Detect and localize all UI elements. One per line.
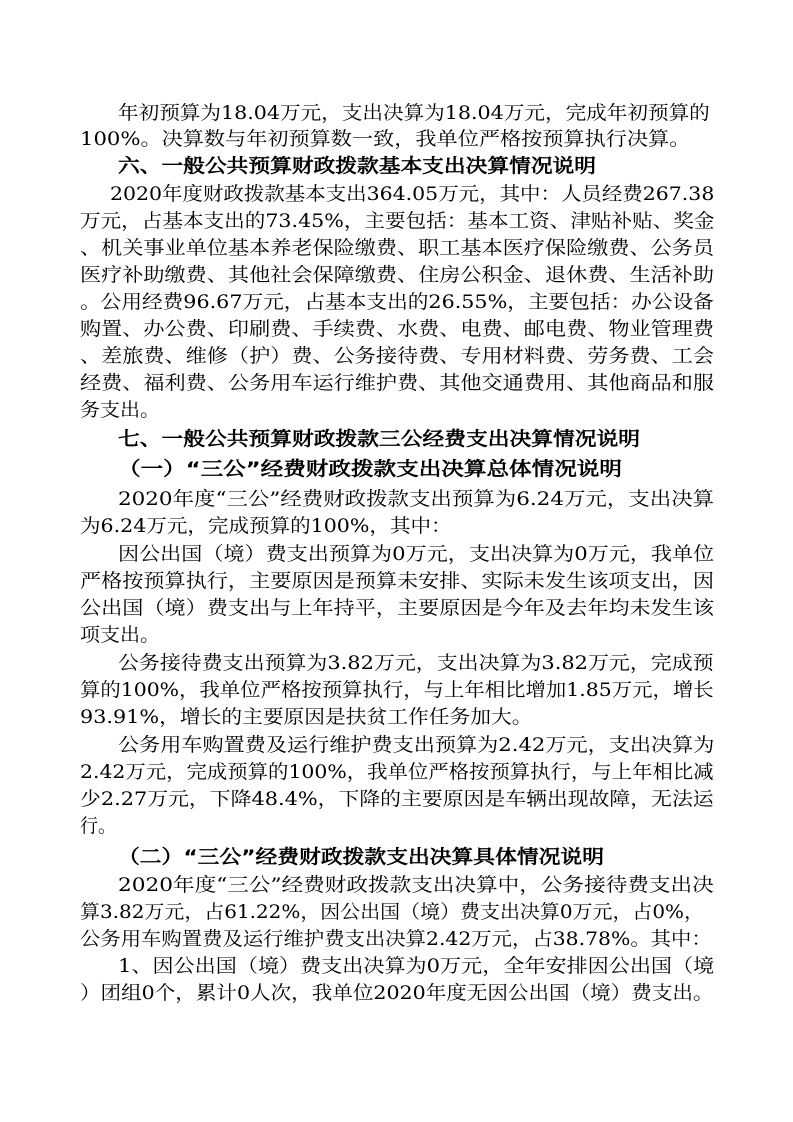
body-text-line: 年初预算为18.04万元，支出决算为18.04万元，完成年初预算的 <box>118 102 710 124</box>
body-text-line: 经费、福利费、公务用车运行维护费、其他交通费用、其他商品和服 <box>80 372 715 394</box>
body-text-line: 2020年度财政拨款基本支出364.05万元，其中：人员经费267.38 <box>110 183 715 205</box>
subsection-heading-1: （一）“三公”经费财政拨款支出决算总体情况说明 <box>118 458 622 480</box>
body-text-line: 为6.24万元，完成预算的100%，其中： <box>80 515 452 537</box>
body-text-line: 严格按预算执行，主要原因是预算未安排、实际未发生该项支出，因 <box>80 570 715 592</box>
body-text-line: 公务用车购置费及运行维护费支出预算为2.42万元，支出决算为 <box>118 734 715 756</box>
body-text-line: 100%。决算数与年初预算数一致，我单位严格按预算执行决算。 <box>80 128 691 150</box>
body-text-line: 2.42万元，完成预算的100%，我单位严格按预算执行，与上年相比减 <box>80 761 714 783</box>
body-text-line: 、差旅费、维修（护）费、公务接待费、专用材料费、劳务费、工会 <box>80 345 715 367</box>
section-heading-7: 七、一般公共预算财政拨款三公经费支出决算情况说明 <box>118 428 641 450</box>
body-text-line: ）团组0个，累计0人次，我单位2020年度无因公出国（境）费支出。 <box>80 982 714 1004</box>
body-text-line: 万元，占基本支出的73.45%，主要包括：基本工资、津贴补贴、奖金 <box>80 210 715 232</box>
section-heading-6: 六、一般公共预算财政拨款基本支出决算情况说明 <box>118 155 597 177</box>
body-text-line: 公务接待费支出预算为3.82万元，支出决算为3.82万元，完成预 <box>118 652 714 674</box>
body-text-line: 算3.82万元，占61.22%，因公出国（境）费支出决算0万元，占0%， <box>80 901 704 923</box>
body-text-line: 2020年度“三公”经费财政拨款支出决算中，公务接待费支出决 <box>118 874 714 896</box>
body-text-line: 少2.27万元，下降48.4%，下降的主要原因是车辆出现故障，无法运 <box>80 788 714 810</box>
subsection-heading-2: （二）“三公”经费财政拨款支出决算具体情况说明 <box>118 846 604 868</box>
body-text-line: 。公用经费96.67万元，占基本支出的26.55%，主要包括：办公设备 <box>80 291 714 313</box>
body-text-line: 公务用车购置费及运行维护费支出决算2.42万元，占38.78%。其中： <box>80 928 712 950</box>
body-text-line: 93.91%，增长的主要原因是扶贫工作任务加大。 <box>80 706 533 728</box>
body-text-line: 行。 <box>80 815 117 837</box>
body-text-line: 公出国（境）费支出与上年持平，主要原因是今年及去年均未发生该 <box>80 597 715 619</box>
body-text-line: 医疗补助缴费、其他社会保障缴费、住房公积金、退休费、生活补助 <box>80 264 715 286</box>
body-text-line: 1、因公出国（境）费支出决算为0万元，全年安排因公出国（境 <box>118 955 715 977</box>
body-text-line: 算的100%，我单位严格按预算执行，与上年相比增加1.85万元，增长 <box>80 679 714 701</box>
body-text-line: 、机关事业单位基本养老保险缴费、职工基本医疗保险缴费、公务员 <box>80 237 715 259</box>
body-text-line: 项支出。 <box>80 624 161 646</box>
body-text-line: 因公出国（境）费支出预算为0万元，支出决算为0万元，我单位 <box>118 543 715 565</box>
body-text-line: 2020年度“三公”经费财政拨款支出预算为6.24万元，支出决算 <box>118 488 715 510</box>
body-text-line: 务支出。 <box>80 399 161 421</box>
body-text-line: 购置、办公费、印刷费、手续费、水费、电费、邮电费、物业管理费 <box>80 318 715 340</box>
